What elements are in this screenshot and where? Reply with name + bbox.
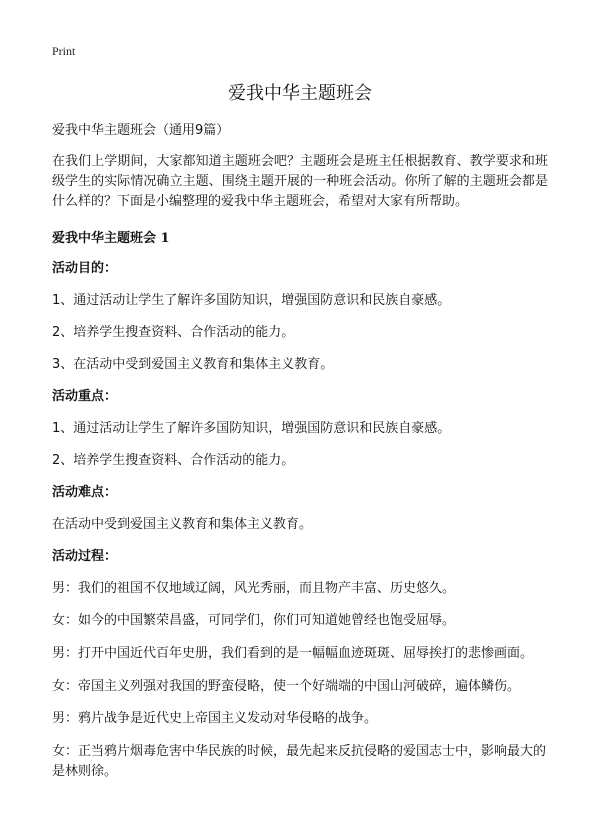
purpose-item: 2、培养学生搜查资料、合作活动的能力。	[52, 325, 295, 340]
focus-item: 2、培养学生搜查资料、合作活动的能力。	[52, 453, 295, 468]
intro-paragraph: 在我们上学期间，大家都知道主题班会吧？主题班会是班主任根据教育、教学要求和班级学生的实际情况确立主题、围绕主题开展的一种班会活动。你所了解的主题班会都是什么样的？下面是小编整理的爱我中华主题班会，希望对大家有所帮助。	[52, 154, 548, 209]
process-item: 男：打开中国近代百年史册，我们看到的是一幅幅血迹斑斑、屈辱挨打的悲惨画面。	[52, 646, 534, 661]
page-title: 爱我中华主题班会	[228, 83, 372, 104]
focus-heading: 活动重点：	[52, 389, 118, 404]
difficulty-heading: 活动难点：	[52, 485, 118, 500]
process-heading: 活动过程：	[52, 549, 118, 564]
document-subtitle: 爱我中华主题班会（通用9篇）	[52, 123, 230, 138]
purpose-item: 1、通过活动让学生了解许多国防知识，增强国防意识和民族自豪感。	[52, 293, 451, 308]
process-item: 男：我们的祖国不仅地域辽阔，风光秀丽，而且物产丰富、历史悠久。	[52, 581, 456, 596]
difficulty-item: 在活动中受到爱国主义教育和集体主义教育。	[52, 517, 313, 532]
process-item: 女：如今的中国繁荣昌盛，可同学们，你们可知道她曾经也饱受屈辱。	[52, 613, 456, 628]
purpose-item: 3、在活动中受到爱国主义教育和集体主义教育。	[52, 357, 334, 372]
process-item: 男：鸦片战争是近代史上帝国主义发动对华侵略的战争。	[52, 711, 378, 726]
print-label[interactable]: Print	[52, 44, 76, 58]
section-heading: 爱我中华主题班会 1	[52, 231, 170, 246]
purpose-heading: 活动目的：	[52, 261, 118, 276]
process-item: 女：帝国主义列强对我国的野蛮侵略，使一个好端端的中国山河破碎，遍体鳞伤。	[52, 679, 521, 694]
focus-item: 1、通过活动让学生了解许多国防知识，增强国防意识和民族自豪感。	[52, 421, 451, 436]
process-item: 女：正当鸦片烟毒危害中华民族的时候，最先起来反抗侵略的爱国志士中，影响最大的是林则徐。	[52, 744, 547, 779]
